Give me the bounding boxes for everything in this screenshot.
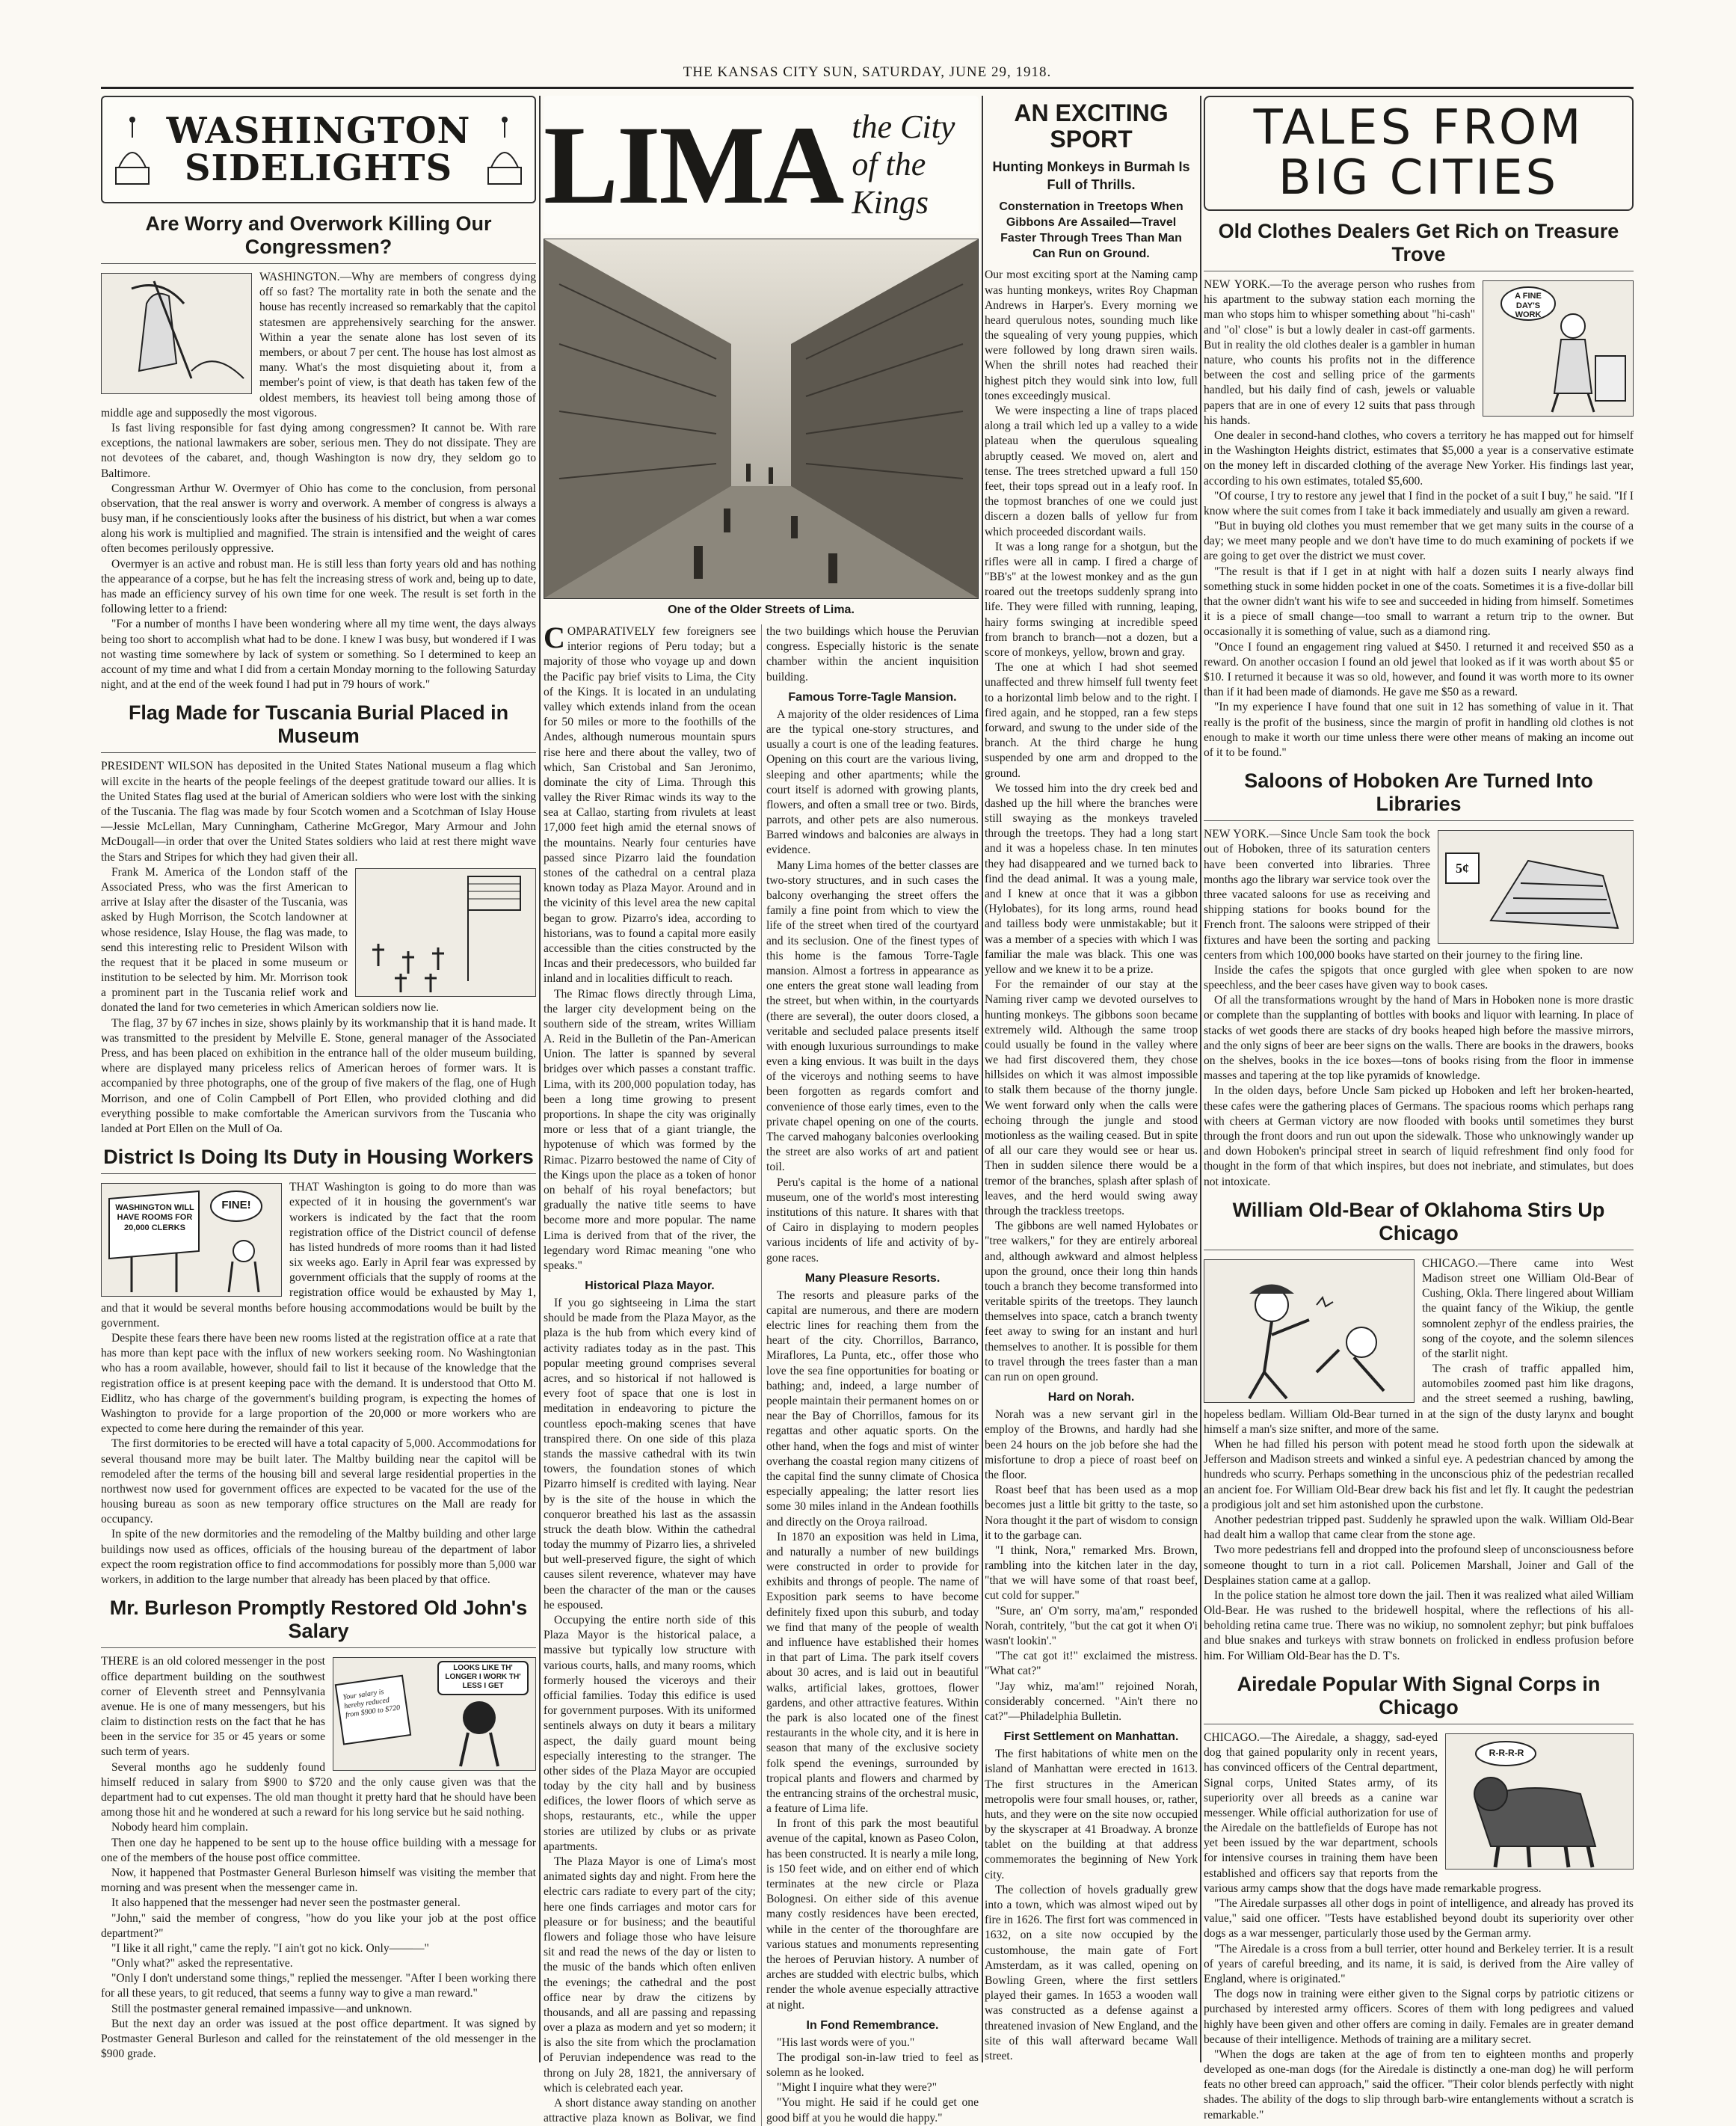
speech-bubble: LOOKS LIKE TH' LONGER I WORK TH' LESS I GET xyxy=(445,1664,521,1691)
paragraph: "His last words were of you." xyxy=(777,2036,915,2049)
paragraph: The flag, 37 by 67 inches in size, shows plainly by its workmanship that it is hand made. It was transmitted to the president by Melville E. Stone, general manager of the Associated Press, and has been placed on exhibition in the entrance hall of the older museum building, where are displayed many priceless relics of American heroes of former wars. It is accompanied by three photographs, one of the group of five makers of the flag, one of Hugh Morrison, and one of Colin Campbell of Port Ellen, who provided clothing and did everything possible to make comfortable the American survivors from the Tuscania who landed at Port Ellen on the Mull of Oa. xyxy=(101,1016,536,1135)
housing-sign-illustration xyxy=(101,1183,282,1297)
masthead-subtitle: the City of the Kings xyxy=(852,108,955,221)
subhead-pleasure-resorts: Many Pleasure Resorts. xyxy=(804,1271,941,1285)
paragraph: The one at which I had shot seemed unaffected and threw himself full twenty feet to a horizontal limb below and to the right. I fired again, and he stopped, ran a few steps forward, and swung to the under side of the branch. At the third charge he hung suspended by one arm and dropped to the ground. xyxy=(985,661,1198,780)
paragraph: The first habitations of white men on the island of Manhattan were erected in 1613. The first structures in the American metropolis were four small houses, or, rather, huts, and they were on the site now occupied by the skyscraper at 41 Broadway. A bronze tablet on the building at that address commemorates the beginning of New York city. xyxy=(985,1748,1198,1881)
masthead-title: WASHINGTON SIDELIGHTS xyxy=(166,109,471,189)
paragraph: Overmyer is an active and robust man. He is still less than forty years old and has nothing the appearance of a corpse, but he has felt the increasing stress of work and, being up to date, has made an efficiency survey of his own time for one week. The result is set forth in the following letter to a friend: xyxy=(101,557,536,616)
paragraph: Now, it happened that Postmaster General Burleson himself was visiting the member that morning and was present when the messenger came in. xyxy=(101,1866,536,1895)
paragraph: But the next day an order was issued at the post office department. It was signed by Postmaster General Burleson and called for the reinstatement of the old messenger in the $900 grade. xyxy=(101,2017,536,2061)
paragraph: "Of course, I try to restore any jewel that I find in the pocket of a suit I buy," he said. "If I know where the suit comes from I take it back immediately and usually am given a reward. xyxy=(1204,489,1634,517)
paragraph: One dealer in second-hand clothes, who covers a territory he has mapped out for himself in the Washington Heights district, estimates that $5,000 a year is a conservative estimate on the money left in discarded clothing of the average New Yorker. His findings last year, according to his own estimates, totaled $5,600. xyxy=(1204,428,1634,488)
price-sign: 5¢ xyxy=(1456,861,1469,876)
paragraph: "When the dogs are taken at the age of from ten to eighteen months and properly developed as one-man dogs (for the Airedale is distinctly a one-man dog) he will perform feats no other breed can approach," said the officer. "Their color blends perfectly with night shades. The ability of the dogs to slip through barb-wire entanglements without a scratch is remarkable." xyxy=(1204,2047,1634,2122)
column-rule xyxy=(982,96,983,2062)
subhead-fond-remembrance: In Fond Remembrance. xyxy=(806,2018,939,2032)
dateline: THE KANSAS CITY SUN, SATURDAY, JUNE 29, 1918. xyxy=(683,64,1052,80)
paragraph: Despite these fears there have been new rooms listed at the registration office at a rate that has more than kept pace with the influx of new workers seeking room. No Washingtonian who has a room available, however, should fail to list it because of the knowledge that the registration office is at present keeping pace with the demand. It is understood that Otto M. Eidlitz, who has charge of the government's building program, is expecting the homes of Washington to provide for a large proportion of the 20,000 or more workers who are expected to come here during the remainder of this year. xyxy=(101,1332,536,1436)
paragraph: Many Lima homes of the better classes are two-story structures, and in such cases the balcony overhanging the street offers the family a fine point from which to view the life of the street when tired of the courtyard and its seclusion. One of the finest types of this home is the famous Torre-Tagle mansion. Almost a fortress in appearance as one enters the great stone wall leading from the street, but when within, in the courtyards (there are several), the outer doors closed, a veritable and secluded palace presents itself with enough luxurious surroundings to make even a king envious. It was built in the days of the viceroys and nothing seems to have been forgotten as regards comfort and convenience of those early times, even to the private chapel opening on one of the courts. The carved mahogany balconies overlooking the street are also works of art and patient toil. xyxy=(766,858,979,1174)
headline-burleson-salary: Mr. Burleson Promptly Restored Old John's Salary xyxy=(101,1597,536,1648)
salary-paper-text: Your salary is hereby reduced from $900 to $720 xyxy=(342,1688,401,1720)
paragraph: The crash of traffic appalled him, automobiles zoomed past him like dragons, and the street seemed a rushing, bawling, hopeless bedlam. William Old-Bear turned in at the sign of the dusty larynx and bought himself a man's size snifter, and more of the same. xyxy=(1204,1362,1634,1436)
paragraph: In 1870 an exposition was held in Lima, and naturally a number of new buildings were constructed in order to provide for exhibits and throngs of people. The name of Exposition park seems to have become definitely fixed upon this suburb, and today we find that many of the people of wealth and influence have established their homes in that part of Lima. The park itself covers about 30 acres, and is laid out in beautiful walks, artificial lakes, grottoes, flower gardens, and other attractive features. Within the park is also located one of the finest restaurants in the whole city, and it is here in season that many of the exclusive society folk spend the evenings, surrounded by tropical plants and flowers and charmed by the entrancing strains of the orchestral music, a feature of Lima life. xyxy=(766,1530,979,1816)
paragraph: "I think, Nora," remarked Mrs. Brown, rambling into the kitchen later in the day, "that we will have some of that roast beef, cut cold for supper." xyxy=(985,1543,1198,1603)
paragraph: Another pedestrian tripped past. Suddenly he sprawled upon the walk. William Old-Bear had dealt him a wallop that came clear from the stone age. xyxy=(1204,1513,1634,1542)
paragraph: Several months ago he suddenly found himself reduced in salary from $900 to $720 and the only cause given was that the department had to cut expenses. The old man thought it pretty hard that he should have been among those hit and he wondered at such a reward for his long service but he said nothing. xyxy=(101,1760,536,1819)
paragraph: The gibbons are well named Hylobates or "tree walkers," for they are entirely arboreal and, although awkward and almost helpless upon the ground, once their long thin hands touch a branch they become transformed into veritable spirits of the treetops. They launch themselves into space, catch a branch twenty feet away to swing for an instant and hurl themselves to another. It is possible for them to travel through the trees faster than a man can run on open ground. xyxy=(985,1220,1198,1384)
tales-masthead xyxy=(1204,96,1634,211)
paragraph: "The Airedale surpasses all other dogs in point of intelligence, and already has proved its value," said one officer. "Tests have established beyond doubt its superiority over other dogs as a war messenger, particularly those used by the German army. xyxy=(1204,1897,1634,1941)
paragraph: A short distance away standing on another attractive plaza known as Bolivar, we find the two buildings which house the Peruvian congress. Especially historic is the senate chamber within the ancient inquisition building. xyxy=(544,625,979,2125)
paragraph: Roast beef that has been used as a mop becomes just a little bit gritty to the taste, so Nora thought it the part of wisdom to consign it to the garbage can. xyxy=(985,1484,1198,1542)
headline-hoboken-libraries: Saloons of Hoboken Are Turned Into Libraries xyxy=(1204,769,1634,821)
cemetery-crosses-illustration xyxy=(355,868,536,997)
paragraph: Is fast living responsible for fast dying among congressmen? It cannot be. With rare exceptions, the national lawmakers are sober, serious men. They do not dissipate. They are not devotees of the cabaret, and, though Washington is now dry, they seldom go to Baltimore. xyxy=(101,421,536,480)
paragraph: "But in buying old clothes you must remember that we get many suits in the course of a day; we meet many people and we don't have time to do much examining of pockets if we are going to get over the district we must cover. xyxy=(1204,520,1634,563)
paragraph: For the remainder of our stay at the Naming river camp we devoted ourselves to hunting monkeys. The gibbons soon became extremely wild. Although the same troop could usually be found in the valley where we had first discovered them, they chose hillsides on which it was almost impossible to stalk them because of the thorny jungle. We went forward only when the calls were echoing through the jungle and stood motionless as the wailing ceased. But in spite of all our care they would see or hear us. Then in sudden silence there would be a tremor of the branches, splash after splash of leaves, and the herd would swing away through the trackless treetops. xyxy=(985,978,1198,1217)
column-lima xyxy=(544,96,979,2125)
paragraph: Our most exciting sport at the Naming camp was hunting monkeys, writes Roy Chapman Andrews in Harper's. Every morning we heard querulous notes, sounding much like the squealing of very young puppies, which were followed by long drawn siren wails. When the shrill notes had reached their highest pitch they would sink into low, full tones exceedingly musical. xyxy=(985,268,1198,402)
subhead-hard-on-norah: Hard on Norah. xyxy=(1047,1391,1135,1404)
lima-street-photo xyxy=(544,239,979,599)
paragraph: "Jay whiz, ma'am!" rejoined Norah, considerably concerned. "Ain't there no cat?"—Philadelphia Bulletin. xyxy=(985,1680,1198,1723)
column-washington-sidelights xyxy=(101,96,536,2062)
masthead-lima: LIMA xyxy=(544,102,843,227)
paragraph: In the olden days, before Uncle Sam picked up Hoboken and left her broken-hearted, these cafes were the gathering places of Germans. The spacious rooms which perhaps rang with cheers at German victory are now flooded with books until sometimes they burst through the front doors and run out upon the sidewalk. Those who unknowingly wander up and down Hoboken's principal street in search of liquid refreshment find only food for thought in the form of that which inspires, but does not inebriate, and stimulates, but does not intoxicate. xyxy=(1204,1084,1634,1188)
paragraph: Two more pedestrians fell and dropped into the profound sleep of unconsciousness before someone thought to turn in a riot call. Policemen Marshall, Joiner and Gall of the Desplaines station came at a gallop. xyxy=(1204,1543,1634,1587)
paragraph: "The cat got it!" exclaimed the mistress. "What cat?" xyxy=(985,1650,1198,1678)
paragraph: Frank M. America of the London staff of the Associated Press, who was the first American to arrive at Islay after the disaster of the Tuscania, was asked by Hugh Morrison, the Scotch landowner at whose residence, Islay House, the flag was made, to send this interesting relic to President Wilson with the request that it be placed in some museum or institution to be selected by him. Mr. Morrison took a prominent part in the Tuscania relief work and donated the land for two cemeteries in which American soldiers now lie. xyxy=(101,865,440,1015)
books-on-bar-illustration xyxy=(1438,830,1634,944)
speech-bubble: FINE! xyxy=(221,1199,251,1212)
column-exciting-sport xyxy=(985,96,1198,2062)
lima-masthead xyxy=(544,96,979,234)
headline-tuscania-flag: Flag Made for Tuscania Burial Placed in Museum xyxy=(101,701,536,753)
masthead-title: TALES FROM BIG CITIES xyxy=(1253,100,1584,206)
headline-old-clothes: Old Clothes Dealers Get Rich on Treasure Trove xyxy=(1204,220,1634,271)
paragraph: "You might. He said if he could get one good biff at you he would die happy." xyxy=(766,2096,979,2125)
capitol-dome-icon xyxy=(110,108,155,190)
paragraph: Peru's capital is the home of a national museum, one of the world's most interesting institutions of this nature. It shares with that of Cairo in displaying to modern peoples various incidents of life and activity of by-gone races. xyxy=(766,1176,979,1265)
paragraph: The dogs now in training were either given to the Signal corps by patriotic citizens or purchased by interested army officers. Scores of them with long pedigrees and valued highly have been given and other offers are coming in daily. Females are in greater demand because of their intelligence. Methods of training are a military secret. xyxy=(1204,1988,1634,2046)
paragraph: Congressman Arthur W. Overmyer of Ohio has come to the conclusion, from personal observation, that the real answer is worry and overwork. A member of congress is always a busy man, if he conscientiously looks after the business of his district, but when a war comes along his work is multiplied and magnified. The strain is intensified and the weight of cares often becomes perilously oppressive. xyxy=(101,482,536,556)
paragraph: If you go sightseeing in Lima the start should be made from the Plaza Mayor, as the plaza is the hub from which every kind of activity radiates today as in the past. This popular meeting ground comprises several acres, and so historical if not hallowed is every foot of space that one is lost in meditation in endeavoring to picture the countless epoch-making scenes that have transpired there. On one side of this plaza stands the massive cathedral with its twin towers, the foundation stones of which Pizarro himself is credited with laying. Near by is the site of the house in which the conqueror breathed his last as the assassin struck the death blow. Within the cathedral today the mummy of Pizarro lies, a shriveled but well-preserved figure, the sight of which causes silent reverence, whatever may have been the character of the man or the causes he espoused. xyxy=(544,1297,756,1612)
paragraph: In spite of the new dormitories and the remodeling of the Maltby building and other large buildings now used as offices, officials of the housing bureau of the department of labor expect the room registration office to find accommodations for possibly more than 5,000 war workers, in addition to the large number that already has been placed by that office. xyxy=(101,1528,536,1587)
paragraph: Of all the transformations wrought by the hand of Mars in Hoboken none is more drastic or complete than the supplanting of bottles with books and liquor with learning. In place of stacks of wet goods there are stacks of dry books heaped high before the massive mirrors, and the only signs of beer are beer signs on the walls. There are books in the drawers, books on the shelves, books in the ice boxes—tons of books rising from the floor in immense masses and tapering at the top like pyramids of knowledge. xyxy=(1204,994,1634,1083)
paragraph: The Rimac flows directly through Lima, the larger city development being on the southern side of the stream, writes William A. Reid in the Bulletin of the Pan-American Union. The latter is spanned by several bridges over which passes a constant traffic. Lima, with its 200,000 population today, has been a long time growing to present proportions. In shape the city was originally more or less that of a giant triangle, the hypotenuse of which was formed by the Rimac. Pizarro bestowed the name of City of the Kings upon the place as a token of honor on behalf of his royal benefactors; but gradually the native title seems to have become more and more popular. The name Lima is derived from that of the river, the legendary word Rimac meaning "one who speaks." xyxy=(544,987,756,1272)
paragraph: "In my experience I have found that one suit in 12 has something of value in it. That really is the profit of the business, since the margin of profit in handling old clothes is not enough to make it worth our time unless there were other means of making an income out of it to be found." xyxy=(1204,701,1634,759)
subhead-manhattan: First Settlement on Manhattan. xyxy=(1003,1730,1179,1744)
paragraph: Norah was a new servant girl in the employ of the Browns, and hardly had she been 24 hours on the job before she had the misfortune to drop a piece of roast beef on the floor. xyxy=(985,1408,1198,1481)
paragraph: We tossed him into the dry creek bed and dashed up the hill where the branches were still swaying as the monkeys traveled through the treetops. They had a long start and it was a hopeless chase. In ten minutes they had disappeared and we turned back to find the dead animal. It was a young male, and I knew at once that it was a gibbon (Hylobates), for its long arms, round head and tailless body were unmistakable; but it was a member of a species with which I was familiar the male was black. This one was yellow and we knew it to be a prize. xyxy=(985,781,1198,976)
paragraph: CHICAGO.—There came into West Madison street one William Old-Bear of Cushing, Okla. There lingered about William the quaint fancy of the Wikiup, the gentle somnolent zephyr of the endless prairies, the song of the coyote, and the solemn silences of the starlit night. xyxy=(1422,1256,1634,1360)
paragraph: Occupying the entire north side of this Plaza Mayor is the historical palace, a massive but typically low structure with various courts, halls, and many rooms, which formerly housed the viceroys and their official families. Today this edifice is used for government purposes. With its uniformed sentinels always on duty it bears a military aspect, the daily guard mount being especially interesting to the stranger. The other sides of the Plaza Mayor are occupied today by the city hall and by business edifices, the lower floors of which serve as shops, restaurants, etc., while the upper stories are utilized by clubs or as private apartments. xyxy=(544,1614,756,1853)
column-rule xyxy=(1200,96,1201,2062)
headline-housing-workers: District Is Doing Its Duty in Housing Workers xyxy=(101,1146,536,1174)
speech-bubble: R-R-R-R xyxy=(1489,1747,1524,1758)
paragraph: The resorts and pleasure parks of the capital are numerous, and there are modern electric lines for reaching them from the heart of the city. Chorrillos, Barranco, Miraflores, La Punta, etc., offer those who love the sea fine opportunities for boating or bathing; and, indeed, a large number of people maintain their permanent homes on or near the Bay of Chorrillos, famous for its regattas and other aquatic sports. On the other hand, when the fogs and mist of winter overhang the coastal region many citizens of the capital find the sunny climate of Chosica especially appealing; the latter resort lies some 30 miles inland in the Andean foothills and directly on the Oroya railroad. xyxy=(766,1288,979,1529)
capitol-dome-icon xyxy=(482,108,527,190)
paragraph: Nobody heard him complain. xyxy=(111,1821,248,1834)
paragraph: A majority of the older residences of Lima are the typical one-story structures, and usually a court is one of the leading features. Opening on this court are the various living, sleeping and other apartments; while the court itself is adorned with growing plants, flowers, and often a small tree or two. Birds, parrots, and other pets are also numerous. Barred windows and balconies are always in evidence. xyxy=(766,707,979,857)
subhead-torre-tagle: Famous Torre-Tagle Mansion. xyxy=(788,690,957,704)
top-rule xyxy=(101,87,1634,89)
paragraph: "Once I found an engagement ring valued at $450. I returned it and received $50 as a reward. On another occasion I found an old jewel that looked as if it was worth about $5 or $10. I returned it because it was so old, however, and found it was worth more to its owner than if it had been made of diamonds. He gave me $50 as a reward. xyxy=(1204,640,1634,699)
column-rule xyxy=(539,96,541,2062)
paragraph: "I like it all right," came the reply. "I ain't got no kick. Only———" xyxy=(111,1941,429,1955)
paragraph: "For a number of months I have been wondering where all my time went, the days always being too short to accomplish what had to be done. I knew I was busy, but wondered if I was not wasting time somewhere by lack of system or something. So I determined to keep an account of my time and what I did from a certain Monday morning to the following Saturday night, and at the end of the week found I had put in 79 hours of work." xyxy=(101,618,536,692)
headline-exciting-sport: AN EXCITING SPORT xyxy=(1014,99,1169,153)
paragraph: We were inspecting a line of traps placed along a trail which led up a valley to a wide plateau when the querulous squealing abruptly ceased. We moved on, alert and tense. The trees stretched upward a full 150 feet, their tops spread out in a leafy roof. In the topmost branches of one we could just discern a dozen balls of yellow fur from which proceeded discordant wails. xyxy=(985,405,1198,538)
speech-bubble: A FINE DAY'S WORK xyxy=(1515,292,1542,320)
paragraph: PRESIDENT WILSON has deposited in the United States National museum a flag which will excite in the hearts of the people feelings of the deepest gratitude toward our allies. It is the United States flag used at the burial of American soldiers who were lost with the sinking of the Tuscania. The flag was made by four Scotch women and a Scotchman of Islay House—Jessie McLellan, Mary Cunningham, Catherine McGregor, Mary Armour and John McDougall—in order that over the United States soldiers who laid at rest there might wave the Stars and Stripes for which they had given their all. xyxy=(101,760,536,864)
grim-reaper-illustration xyxy=(101,273,252,394)
paragraph: THERE is an old colored messenger in the post office department building on the southwest corner of Eleventh street and Pennsylvania avenue. He is one of many messengers, but his claim to distinction rests on the fact that he has been in the service for 35 or 45 years or some such term of years. xyxy=(101,1655,325,1759)
column-tales-from-big-cities xyxy=(1204,96,1634,2122)
paragraph: When he had filled his person with potent mead he stood forth upon the sidewalk at Jefferson and Madison streets and winked a sinful eye. A pedestrian chanced by among the hundreds who scurry. Perhaps something in the unconscious phiz of the pedestrian recalled an ancient foe. For William Old-Bear drew back his fist and let fly. It caught the pedestrian a prodigious jolt and set him astonished upon the curbstone. xyxy=(1204,1438,1634,1511)
paragraph: WASHINGTON.—Why are members of congress dying off so fast? The mortality rate in both the senate and the house has recently increased so remarkably that the capitol statesmen are apprehensively searching for the answer. Within a year the senate alone has lost seven of its members, or about 7 per cent. The house has lost almost as many. What's the most disquieting about it, from a member's point of view, is that death has taken few of the oldest members, its heaviest toll being among those of middle age and supposedly the most vigorous. xyxy=(101,271,536,420)
paragraph: Inside the cafes the spigots that once gurgled with glee when spoken to are now speechless, and the beer cases have given way to book cases. xyxy=(1204,963,1634,992)
paragraph: It also happened that the messenger had never seen the postmaster general. xyxy=(111,1896,461,1910)
paragraph: "The result is that if I get in at night with half a dozen suits I nearly always find something stuck in some hidden pocket in one of the coats. Sometimes it is a five-dollar bill that the owner didn't want his wife to see and succeeded in hiding from himself. Sometimes it is a piece of small change—too small to warrant a return trip to the owner. But occasionally it is something of value, such as a diamond ring. xyxy=(1204,565,1634,639)
paragraph: The first dormitories to be erected will have a total capacity of 5,000. Accommodations for several thousand more may be built later. The Maltby building near the capitol will be remodeled after the terms of the housing bill and several large residential properties in the northwest now used for government offices are expected to be vacated for the use of the housing bureau as soon as new temporary office structures on the Mall are ready for occupancy. xyxy=(101,1437,536,1526)
messenger-cartoon-illustration xyxy=(333,1657,536,1771)
paragraph: In the police station he almost tore down the jail. Then it was realized what ailed William Old-Bear. He was rushed to the bridewell hospital, where the reflections of his all-beholding retina came true. There was no wikiup, no somnolent zephyr; but pink buffaloes and blue snakes and turkeys with straw bonnets on frolicked in endless profusion before him. For William Old-Bear has the D. T's. xyxy=(1204,1588,1634,1662)
paragraph: "Might I inquire what they were?" xyxy=(777,2081,938,2095)
paragraph: CHICAGO.—The Airedale, a shaggy, sad-eyed dog that gained popularity only in recent years, has convinced officers of the Central department, Signal corps, United States army, of its superiority over all breeds as a canine war messenger. While official authorization for use of the Airedale on the battlefields of Europe has not yet been issued by the war department, schools for intensive courses in training them have been established and officers say that reports from the various army camps show that the dogs have made remarkable progress. xyxy=(1204,1730,1542,1895)
headline-old-bear: William Old-Bear of Oklahoma Stirs Up Chicago xyxy=(1204,1199,1634,1250)
paragraph: Then one day he happened to be sent up to the house office building with a message for one of the members of the house post office committee. xyxy=(101,1836,536,1864)
airedale-dog-illustration xyxy=(1445,1733,1634,1870)
paragraph: "Only what?" asked the representative. xyxy=(111,1957,293,1970)
paragraph: COMPARATIVELY few foreigners see interior regions of Peru today; but a majority of those who voyage up and down the Pacific pay brief visits to Lima, the City of the Kings. It is located in an undulating valley which extends inland from the ocean for 50 miles or more to the foothills of the Andes, although numerous mountain spurs rise here and there about the valley, two of which, San Cristobal and San Jeronimo, dominate the city of Lima. Through this valley the River Rimac winds its way to the sea at Callao, starting from rivulets at least 17,000 feet high amid the eternal snows of the mountains. Nearly four centuries have passed since Pizarro laid the foundation stones of the cathedral on a central plaza known today as Plaza Mayor. Around and in the vicinity of this level area the new capital began to grow. Pizarro's idea, according to historians, was to found a capital more easily accessible than the cities constructed by the Incas and their predecessors, who builded far inland and in localities difficult to reach. xyxy=(544,621,756,986)
paragraph: Still the postmaster general remained impassive—and unknown. xyxy=(111,2002,413,2015)
paragraph: NEW YORK.—To the average person who rushes from his apartment to the subway station each morning the man who stops him to whisper something about "hi-cash" and "ol' close" is but a lowly dealer in cast-off garments. But in reality the old clothes dealer is a gambler in human nature, who counts his profits not in the difference between the cost and selling price of the garments handled, but his daily find of cash, jewels or valuable papers that are in one of every 12 suits that pass through his hands. xyxy=(1204,278,1475,427)
old-bear-brawl-illustration xyxy=(1204,1259,1415,1403)
subhead-gibbons: Consternation in Treetops When Gibbons Are Assailed—Travel Faster Through Trees Than Man Can Run on Ground. xyxy=(999,200,1184,260)
paragraph: The collection of hovels gradually grew into a town, which was almost wiped out by fire in 1626. The first fort was commenced in 1632, on a site now occupied by the customhouse, the main gate of Fort Amsterdam, as it was called, opening on Bowling Green, where the first settlers played their games. In 1653 a wooden wall was constructed as a defense against a threatened invasion of New England, and the site of this wall afterward became Wall street. xyxy=(985,1883,1198,2062)
paragraph: The prodigal son-in-law tried to feel as solemn as he looked. xyxy=(766,2050,979,2080)
paragraph: "Only I don't understand some things," replied the messenger. "After I been working there for all these years, to git reduced, that seems a funny way to give a man reward." xyxy=(101,1972,536,2000)
paragraph: "The Airedale is a cross from a bull terrier, otter hound and Berkeley terrier. It is a result of years of careful breeding, and its name, it is said, is derived from the Aire valley of England, where is originated." xyxy=(1204,1942,1634,1985)
headline-airedale: Airedale Popular With Signal Corps in Chicago xyxy=(1204,1673,1634,1724)
paragraph: "Sure, an' O'm sorry, ma'am," responded Norah, contritely, "but the cat got it when O'i wasn't lookin'." xyxy=(985,1604,1198,1648)
lima-article-text xyxy=(544,621,979,2126)
paragraph: "John," said the member of congress, "how do you like your job at the post office department?" xyxy=(101,1911,536,1940)
washington-sidelights-masthead xyxy=(101,96,536,203)
photo-caption: One of the Older Streets of Lima. xyxy=(668,603,855,616)
subhead-plaza-mayor: Historical Plaza Mayor. xyxy=(585,1279,715,1293)
paragraph: THAT Washington is going to do more than was expected of it in housing the government's war workers is indicated by the fact that the room registration office of the District council of defense has listed hundreds of more rooms than it had listed six weeks ago. Early in April fear was expressed by government officials that the supply of rooms at the registration office would be exhausted by May 1, and that it would be several months before housing accommodations would be built by the government. xyxy=(101,1181,536,1330)
headline-congressmen: Are Worry and Overwork Killing Our Congressmen? xyxy=(101,212,536,264)
paragraph: The Plaza Mayor is one of Lima's most animated sights day and night. From here the electric cars radiate to every part of the city; here one finds carriages and motor cars for pleasure or for business; and the beautiful flowers and foliage those who have leisure sit and read the news of the day or listen to the music of the bands which often enliven the evenings; the cathedral and the post office near by draw the citizens by thousands, and all are passing and repassing over a plaza as modern and yet so modern; it is also the site from which the proclamation of Peruvian independence was read to the throng on July 28, 1821, the anniversary of which is celebrated each year. xyxy=(544,1855,756,2095)
sign-text: WASHINGTON WILL HAVE ROOMS FOR 20,000 CLERKS xyxy=(115,1203,194,1232)
subhead-monkeys: Hunting Monkeys in Burmah Is Full of Thrills. xyxy=(992,159,1190,192)
clothes-dealer-illustration xyxy=(1483,280,1634,417)
paragraph: In front of this park the most beautiful avenue of the capital, known as Paseo Colon, has been constructed. It is nearly a mile long, is 150 feet wide, and on either end of which terminates at the new circle or Plaza Bolognesi. On either side of this avenue many costly residences have been erected, while in the center of the thoroughfare are various statues and monuments representing the heroes of Peruvian history. A number of arches are studded with electric bulbs, which render the whole avenue especially attractive at night. xyxy=(766,1817,979,2012)
paragraph: NEW YORK.—Since Uncle Sam took the bock out of Hoboken, three of its saturation centers have been converted into libraries. Three months ago the library war service took over the three vacated saloons for use as receiving and shipping stations for books bound for the French front. The saloons were stripped of their fixtures and have been the sorting and packing centers from which 100,000 books have started on their journey to the firing line. xyxy=(1204,828,1583,962)
paragraph: It was a long range for a shotgun, but the rifles were all in camp. I fired a charge of "BB's" at the lowest monkey and as the gun roared out the treetops suddenly sprang into life. They were filled with running, leaping, hairy forms swinging at incredible speed from branch to branch—not a dozen, but a score of monkeys, yellow, brown and gray. xyxy=(985,540,1198,660)
street-photo-image xyxy=(544,239,978,598)
